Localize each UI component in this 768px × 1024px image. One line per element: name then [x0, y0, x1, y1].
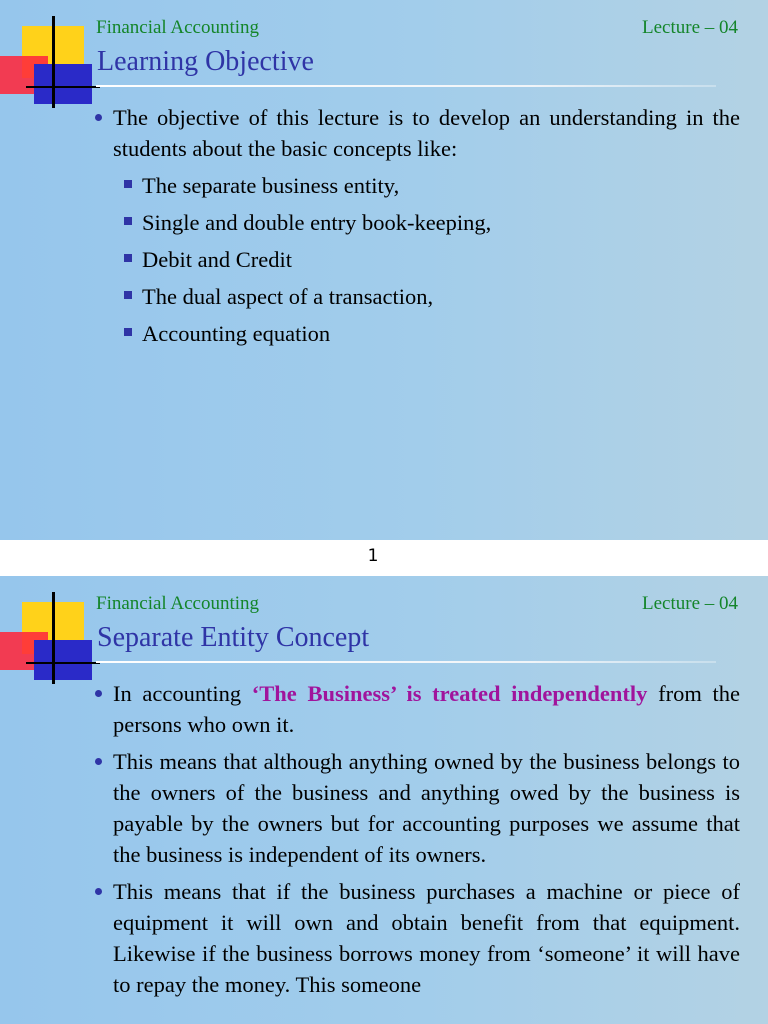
bullet-intro	[92, 102, 740, 164]
list-item: Accounting equation	[92, 318, 740, 349]
bullet-separate-entity	[92, 678, 740, 740]
highlighted-text: ‘The Business’ is treated independently	[251, 681, 648, 706]
list-item: Debit and Credit	[92, 244, 740, 275]
course-title: Financial Accounting	[96, 593, 260, 614]
title-divider	[96, 661, 716, 663]
course-title: Financial Accounting	[96, 17, 260, 38]
slide-body	[92, 678, 740, 1006]
list-item: The separate business entity,	[92, 170, 740, 201]
title-divider	[96, 85, 716, 87]
bullet-text: This means that although anything owned by the business belongs to the owners of the business and anything owed by the business is payable by the owners but for accounting purposes we assume that the business is independent of its owners.	[113, 749, 740, 867]
slide-title: Learning Objective	[97, 46, 314, 77]
slide-title: Separate Entity Concept	[97, 622, 370, 653]
bullet-ownership	[92, 746, 740, 870]
slide-body	[92, 102, 740, 349]
slide-logo-icon	[0, 16, 100, 112]
bullet-text: This means that if the business purchases a machine or piece of equipment it will own and obtain benefit from that equipment. Likewise if the business borrows money from ‘someone’ it will have to repay the money. This someone	[113, 879, 740, 997]
bullet-text: In accounting	[113, 681, 252, 706]
slide-2	[0, 576, 768, 1024]
list-item: The dual aspect of a transaction,	[92, 281, 740, 312]
list-item: Single and double entry book-keeping,	[92, 207, 740, 238]
lecture-number: Lecture – 04	[641, 17, 738, 38]
concept-list	[92, 170, 740, 349]
bullet-text: The objective of this lecture is to develop an understanding in the students about the basic concepts like:	[113, 105, 740, 161]
page-number: 1	[367, 546, 379, 566]
slide-logo-icon	[0, 592, 100, 688]
lecture-number: Lecture – 04	[641, 593, 738, 614]
bullet-text: from the persons who own it.	[113, 681, 740, 737]
bullet-example	[92, 876, 740, 1000]
